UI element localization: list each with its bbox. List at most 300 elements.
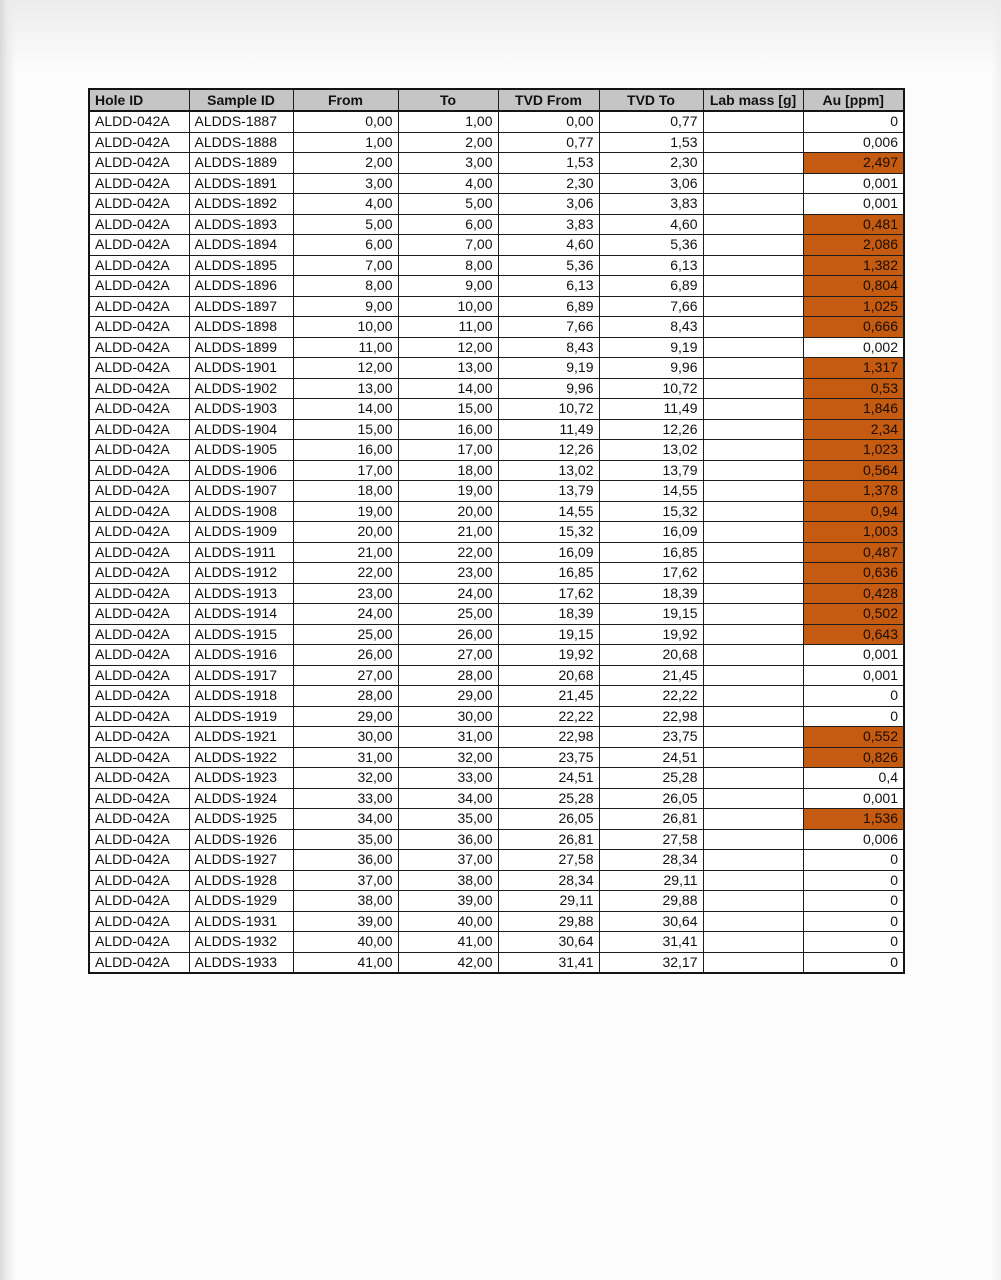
header-cell-to: To xyxy=(398,89,498,111)
cell-au: 1,536 xyxy=(803,809,904,830)
cell-from: 32,00 xyxy=(293,768,398,789)
cell-au: 0,666 xyxy=(803,317,904,338)
cell-tvd_to: 6,13 xyxy=(599,255,703,276)
cell-to: 21,00 xyxy=(398,522,498,543)
cell-tvd_from: 19,15 xyxy=(498,624,599,645)
cell-tvd_from: 0,00 xyxy=(498,111,599,132)
cell-to: 40,00 xyxy=(398,911,498,932)
cell-tvd_to: 11,49 xyxy=(599,399,703,420)
cell-lab_mass xyxy=(703,645,803,666)
table-row xyxy=(89,214,904,235)
header-cell-hole_id: Hole ID xyxy=(89,89,189,111)
cell-sample_id: ALDDS-1918 xyxy=(189,686,293,707)
table-row xyxy=(89,255,904,276)
cell-hole_id: ALDD-042A xyxy=(89,440,189,461)
cell-au: 0 xyxy=(803,111,904,132)
table-row xyxy=(89,153,904,174)
cell-lab_mass xyxy=(703,419,803,440)
cell-from: 15,00 xyxy=(293,419,398,440)
cell-sample_id: ALDDS-1916 xyxy=(189,645,293,666)
cell-lab_mass xyxy=(703,829,803,850)
cell-from: 5,00 xyxy=(293,214,398,235)
cell-tvd_from: 9,19 xyxy=(498,358,599,379)
cell-from: 14,00 xyxy=(293,399,398,420)
cell-lab_mass xyxy=(703,501,803,522)
cell-au: 0 xyxy=(803,706,904,727)
cell-from: 12,00 xyxy=(293,358,398,379)
cell-tvd_from: 28,34 xyxy=(498,870,599,891)
cell-from: 10,00 xyxy=(293,317,398,338)
cell-to: 12,00 xyxy=(398,337,498,358)
cell-sample_id: ALDDS-1895 xyxy=(189,255,293,276)
cell-lab_mass xyxy=(703,563,803,584)
cell-au: 0,564 xyxy=(803,460,904,481)
cell-from: 2,00 xyxy=(293,153,398,174)
cell-hole_id: ALDD-042A xyxy=(89,583,189,604)
cell-hole_id: ALDD-042A xyxy=(89,276,189,297)
cell-sample_id: ALDDS-1909 xyxy=(189,522,293,543)
cell-au: 0,53 xyxy=(803,378,904,399)
cell-from: 19,00 xyxy=(293,501,398,522)
cell-hole_id: ALDD-042A xyxy=(89,665,189,686)
cell-tvd_to: 32,17 xyxy=(599,952,703,973)
cell-from: 30,00 xyxy=(293,727,398,748)
cell-hole_id: ALDD-042A xyxy=(89,235,189,256)
cell-hole_id: ALDD-042A xyxy=(89,686,189,707)
cell-hole_id: ALDD-042A xyxy=(89,399,189,420)
cell-tvd_to: 0,77 xyxy=(599,111,703,132)
cell-lab_mass xyxy=(703,337,803,358)
cell-tvd_from: 14,55 xyxy=(498,501,599,522)
cell-to: 19,00 xyxy=(398,481,498,502)
cell-to: 42,00 xyxy=(398,952,498,973)
cell-tvd_from: 2,30 xyxy=(498,173,599,194)
cell-lab_mass xyxy=(703,296,803,317)
cell-sample_id: ALDDS-1912 xyxy=(189,563,293,584)
cell-tvd_from: 9,96 xyxy=(498,378,599,399)
cell-lab_mass xyxy=(703,317,803,338)
cell-au: 0 xyxy=(803,932,904,953)
cell-hole_id: ALDD-042A xyxy=(89,809,189,830)
cell-hole_id: ALDD-042A xyxy=(89,132,189,153)
cell-to: 7,00 xyxy=(398,235,498,256)
cell-au: 0,636 xyxy=(803,563,904,584)
cell-tvd_to: 13,79 xyxy=(599,460,703,481)
cell-tvd_to: 3,83 xyxy=(599,194,703,215)
table-row xyxy=(89,727,904,748)
cell-tvd_to: 10,72 xyxy=(599,378,703,399)
cell-from: 29,00 xyxy=(293,706,398,727)
cell-sample_id: ALDDS-1927 xyxy=(189,850,293,871)
cell-from: 41,00 xyxy=(293,952,398,973)
table-row xyxy=(89,522,904,543)
cell-lab_mass xyxy=(703,481,803,502)
cell-from: 28,00 xyxy=(293,686,398,707)
table-row xyxy=(89,194,904,215)
header-cell-lab_mass: Lab mass [g] xyxy=(703,89,803,111)
cell-tvd_from: 1,53 xyxy=(498,153,599,174)
table-row xyxy=(89,747,904,768)
cell-au: 1,023 xyxy=(803,440,904,461)
cell-lab_mass xyxy=(703,952,803,973)
header-cell-au: Au [ppm] xyxy=(803,89,904,111)
cell-to: 10,00 xyxy=(398,296,498,317)
cell-from: 4,00 xyxy=(293,194,398,215)
cell-to: 34,00 xyxy=(398,788,498,809)
cell-au: 2,497 xyxy=(803,153,904,174)
cell-lab_mass xyxy=(703,194,803,215)
cell-hole_id: ALDD-042A xyxy=(89,501,189,522)
table-row xyxy=(89,850,904,871)
cell-au: 1,003 xyxy=(803,522,904,543)
table-row xyxy=(89,460,904,481)
cell-lab_mass xyxy=(703,809,803,830)
cell-to: 4,00 xyxy=(398,173,498,194)
cell-tvd_from: 22,22 xyxy=(498,706,599,727)
cell-hole_id: ALDD-042A xyxy=(89,153,189,174)
cell-tvd_to: 19,92 xyxy=(599,624,703,645)
cell-hole_id: ALDD-042A xyxy=(89,870,189,891)
table-row xyxy=(89,952,904,973)
cell-sample_id: ALDDS-1913 xyxy=(189,583,293,604)
cell-sample_id: ALDDS-1924 xyxy=(189,788,293,809)
cell-from: 27,00 xyxy=(293,665,398,686)
table-header xyxy=(89,89,904,111)
cell-sample_id: ALDDS-1891 xyxy=(189,173,293,194)
cell-sample_id: ALDDS-1892 xyxy=(189,194,293,215)
cell-lab_mass xyxy=(703,932,803,953)
cell-hole_id: ALDD-042A xyxy=(89,419,189,440)
cell-lab_mass xyxy=(703,132,803,153)
cell-to: 37,00 xyxy=(398,850,498,871)
table-row xyxy=(89,276,904,297)
cell-hole_id: ALDD-042A xyxy=(89,624,189,645)
cell-au: 0,001 xyxy=(803,665,904,686)
cell-hole_id: ALDD-042A xyxy=(89,378,189,399)
cell-tvd_to: 1,53 xyxy=(599,132,703,153)
cell-lab_mass xyxy=(703,358,803,379)
cell-au: 1,846 xyxy=(803,399,904,420)
cell-sample_id: ALDDS-1923 xyxy=(189,768,293,789)
cell-au: 2,34 xyxy=(803,419,904,440)
cell-au: 0,826 xyxy=(803,747,904,768)
cell-au: 0,001 xyxy=(803,194,904,215)
cell-lab_mass xyxy=(703,665,803,686)
cell-tvd_from: 13,02 xyxy=(498,460,599,481)
cell-from: 9,00 xyxy=(293,296,398,317)
cell-to: 16,00 xyxy=(398,419,498,440)
cell-to: 33,00 xyxy=(398,768,498,789)
cell-from: 1,00 xyxy=(293,132,398,153)
table-row xyxy=(89,542,904,563)
cell-tvd_from: 31,41 xyxy=(498,952,599,973)
cell-hole_id: ALDD-042A xyxy=(89,952,189,973)
cell-tvd_from: 12,26 xyxy=(498,440,599,461)
cell-tvd_to: 6,89 xyxy=(599,276,703,297)
cell-from: 6,00 xyxy=(293,235,398,256)
cell-from: 33,00 xyxy=(293,788,398,809)
cell-tvd_from: 22,98 xyxy=(498,727,599,748)
table-row xyxy=(89,440,904,461)
cell-lab_mass xyxy=(703,378,803,399)
cell-au: 0,4 xyxy=(803,768,904,789)
cell-sample_id: ALDDS-1929 xyxy=(189,891,293,912)
cell-sample_id: ALDDS-1917 xyxy=(189,665,293,686)
table-row xyxy=(89,111,904,132)
table-row xyxy=(89,419,904,440)
cell-lab_mass xyxy=(703,235,803,256)
cell-hole_id: ALDD-042A xyxy=(89,358,189,379)
cell-sample_id: ALDDS-1899 xyxy=(189,337,293,358)
cell-tvd_from: 0,77 xyxy=(498,132,599,153)
cell-sample_id: ALDDS-1911 xyxy=(189,542,293,563)
cell-to: 31,00 xyxy=(398,727,498,748)
table-body xyxy=(89,111,904,973)
cell-lab_mass xyxy=(703,747,803,768)
cell-au: 0,487 xyxy=(803,542,904,563)
header-cell-tvd_from: TVD From xyxy=(498,89,599,111)
cell-to: 18,00 xyxy=(398,460,498,481)
cell-tvd_from: 24,51 xyxy=(498,768,599,789)
cell-tvd_from: 20,68 xyxy=(498,665,599,686)
cell-tvd_to: 9,19 xyxy=(599,337,703,358)
cell-sample_id: ALDDS-1931 xyxy=(189,911,293,932)
cell-tvd_from: 16,85 xyxy=(498,563,599,584)
cell-to: 25,00 xyxy=(398,604,498,625)
cell-hole_id: ALDD-042A xyxy=(89,768,189,789)
cell-tvd_from: 21,45 xyxy=(498,686,599,707)
cell-from: 11,00 xyxy=(293,337,398,358)
cell-lab_mass xyxy=(703,111,803,132)
cell-tvd_from: 15,32 xyxy=(498,522,599,543)
cell-hole_id: ALDD-042A xyxy=(89,481,189,502)
cell-from: 16,00 xyxy=(293,440,398,461)
cell-tvd_to: 8,43 xyxy=(599,317,703,338)
cell-sample_id: ALDDS-1925 xyxy=(189,809,293,830)
cell-lab_mass xyxy=(703,768,803,789)
table-row xyxy=(89,829,904,850)
cell-from: 0,00 xyxy=(293,111,398,132)
cell-hole_id: ALDD-042A xyxy=(89,829,189,850)
cell-au: 0,001 xyxy=(803,788,904,809)
table-row xyxy=(89,132,904,153)
cell-sample_id: ALDDS-1907 xyxy=(189,481,293,502)
cell-au: 0 xyxy=(803,870,904,891)
cell-tvd_from: 4,60 xyxy=(498,235,599,256)
cell-au: 0 xyxy=(803,952,904,973)
table-row xyxy=(89,358,904,379)
table-row xyxy=(89,932,904,953)
cell-hole_id: ALDD-042A xyxy=(89,173,189,194)
cell-hole_id: ALDD-042A xyxy=(89,194,189,215)
cell-lab_mass xyxy=(703,891,803,912)
cell-to: 36,00 xyxy=(398,829,498,850)
cell-sample_id: ALDDS-1921 xyxy=(189,727,293,748)
cell-hole_id: ALDD-042A xyxy=(89,317,189,338)
cell-au: 0 xyxy=(803,850,904,871)
cell-hole_id: ALDD-042A xyxy=(89,460,189,481)
cell-tvd_from: 8,43 xyxy=(498,337,599,358)
header-cell-tvd_to: TVD To xyxy=(599,89,703,111)
table-row xyxy=(89,563,904,584)
cell-lab_mass xyxy=(703,624,803,645)
cell-au: 0,001 xyxy=(803,173,904,194)
cell-tvd_from: 29,11 xyxy=(498,891,599,912)
table-row xyxy=(89,583,904,604)
cell-lab_mass xyxy=(703,214,803,235)
cell-tvd_from: 18,39 xyxy=(498,604,599,625)
cell-au: 1,317 xyxy=(803,358,904,379)
cell-au: 1,025 xyxy=(803,296,904,317)
cell-sample_id: ALDDS-1894 xyxy=(189,235,293,256)
cell-sample_id: ALDDS-1928 xyxy=(189,870,293,891)
cell-from: 37,00 xyxy=(293,870,398,891)
table-row xyxy=(89,809,904,830)
cell-tvd_from: 23,75 xyxy=(498,747,599,768)
cell-tvd_to: 19,15 xyxy=(599,604,703,625)
cell-to: 15,00 xyxy=(398,399,498,420)
cell-tvd_from: 19,92 xyxy=(498,645,599,666)
cell-tvd_to: 22,22 xyxy=(599,686,703,707)
cell-to: 5,00 xyxy=(398,194,498,215)
cell-hole_id: ALDD-042A xyxy=(89,563,189,584)
cell-lab_mass xyxy=(703,706,803,727)
cell-au: 0 xyxy=(803,911,904,932)
header-cell-sample_id: Sample ID xyxy=(189,89,293,111)
cell-to: 8,00 xyxy=(398,255,498,276)
cell-hole_id: ALDD-042A xyxy=(89,747,189,768)
cell-from: 40,00 xyxy=(293,932,398,953)
cell-au: 0,002 xyxy=(803,337,904,358)
cell-tvd_to: 16,09 xyxy=(599,522,703,543)
cell-lab_mass xyxy=(703,153,803,174)
cell-au: 0,001 xyxy=(803,645,904,666)
cell-to: 32,00 xyxy=(398,747,498,768)
cell-sample_id: ALDDS-1908 xyxy=(189,501,293,522)
cell-to: 35,00 xyxy=(398,809,498,830)
cell-hole_id: ALDD-042A xyxy=(89,788,189,809)
cell-tvd_to: 16,85 xyxy=(599,542,703,563)
cell-lab_mass xyxy=(703,870,803,891)
cell-from: 7,00 xyxy=(293,255,398,276)
cell-lab_mass xyxy=(703,604,803,625)
table-row xyxy=(89,891,904,912)
cell-lab_mass xyxy=(703,727,803,748)
cell-from: 17,00 xyxy=(293,460,398,481)
cell-hole_id: ALDD-042A xyxy=(89,645,189,666)
cell-hole_id: ALDD-042A xyxy=(89,522,189,543)
cell-sample_id: ALDDS-1919 xyxy=(189,706,293,727)
cell-hole_id: ALDD-042A xyxy=(89,296,189,317)
cell-tvd_to: 30,64 xyxy=(599,911,703,932)
cell-au: 2,086 xyxy=(803,235,904,256)
cell-tvd_from: 26,05 xyxy=(498,809,599,830)
cell-from: 24,00 xyxy=(293,604,398,625)
cell-lab_mass xyxy=(703,788,803,809)
cell-lab_mass xyxy=(703,173,803,194)
cell-au: 0 xyxy=(803,686,904,707)
cell-tvd_to: 21,45 xyxy=(599,665,703,686)
cell-tvd_from: 6,89 xyxy=(498,296,599,317)
cell-to: 11,00 xyxy=(398,317,498,338)
cell-from: 21,00 xyxy=(293,542,398,563)
table-row xyxy=(89,501,904,522)
cell-hole_id: ALDD-042A xyxy=(89,255,189,276)
cell-hole_id: ALDD-042A xyxy=(89,727,189,748)
cell-tvd_from: 29,88 xyxy=(498,911,599,932)
table-row xyxy=(89,173,904,194)
cell-sample_id: ALDDS-1926 xyxy=(189,829,293,850)
cell-to: 29,00 xyxy=(398,686,498,707)
cell-to: 23,00 xyxy=(398,563,498,584)
cell-to: 30,00 xyxy=(398,706,498,727)
cell-au: 0,006 xyxy=(803,829,904,850)
cell-tvd_to: 26,81 xyxy=(599,809,703,830)
table-row xyxy=(89,337,904,358)
cell-tvd_to: 20,68 xyxy=(599,645,703,666)
cell-to: 26,00 xyxy=(398,624,498,645)
cell-tvd_from: 27,58 xyxy=(498,850,599,871)
cell-lab_mass xyxy=(703,399,803,420)
table-row xyxy=(89,768,904,789)
cell-to: 27,00 xyxy=(398,645,498,666)
cell-tvd_from: 5,36 xyxy=(498,255,599,276)
cell-tvd_from: 3,06 xyxy=(498,194,599,215)
cell-from: 3,00 xyxy=(293,173,398,194)
cell-sample_id: ALDDS-1914 xyxy=(189,604,293,625)
cell-tvd_to: 31,41 xyxy=(599,932,703,953)
cell-to: 20,00 xyxy=(398,501,498,522)
cell-tvd_to: 2,30 xyxy=(599,153,703,174)
cell-sample_id: ALDDS-1902 xyxy=(189,378,293,399)
cell-tvd_from: 26,81 xyxy=(498,829,599,850)
cell-to: 9,00 xyxy=(398,276,498,297)
cell-lab_mass xyxy=(703,276,803,297)
cell-to: 24,00 xyxy=(398,583,498,604)
cell-tvd_to: 9,96 xyxy=(599,358,703,379)
table-row xyxy=(89,604,904,625)
cell-tvd_to: 14,55 xyxy=(599,481,703,502)
cell-to: 1,00 xyxy=(398,111,498,132)
assay-results-table xyxy=(88,88,905,974)
header-row xyxy=(89,89,904,111)
cell-sample_id: ALDDS-1887 xyxy=(189,111,293,132)
cell-au: 0 xyxy=(803,891,904,912)
header-cell-from: From xyxy=(293,89,398,111)
cell-lab_mass xyxy=(703,686,803,707)
cell-from: 39,00 xyxy=(293,911,398,932)
cell-sample_id: ALDDS-1893 xyxy=(189,214,293,235)
cell-sample_id: ALDDS-1904 xyxy=(189,419,293,440)
cell-hole_id: ALDD-042A xyxy=(89,214,189,235)
cell-tvd_from: 25,28 xyxy=(498,788,599,809)
table-row xyxy=(89,686,904,707)
cell-to: 6,00 xyxy=(398,214,498,235)
table-row xyxy=(89,911,904,932)
cell-to: 13,00 xyxy=(398,358,498,379)
cell-tvd_to: 26,05 xyxy=(599,788,703,809)
cell-tvd_to: 4,60 xyxy=(599,214,703,235)
cell-au: 0,481 xyxy=(803,214,904,235)
cell-au: 0,94 xyxy=(803,501,904,522)
table-row xyxy=(89,645,904,666)
cell-lab_mass xyxy=(703,542,803,563)
cell-tvd_from: 17,62 xyxy=(498,583,599,604)
cell-sample_id: ALDDS-1933 xyxy=(189,952,293,973)
cell-tvd_to: 22,98 xyxy=(599,706,703,727)
cell-from: 22,00 xyxy=(293,563,398,584)
cell-tvd_to: 7,66 xyxy=(599,296,703,317)
